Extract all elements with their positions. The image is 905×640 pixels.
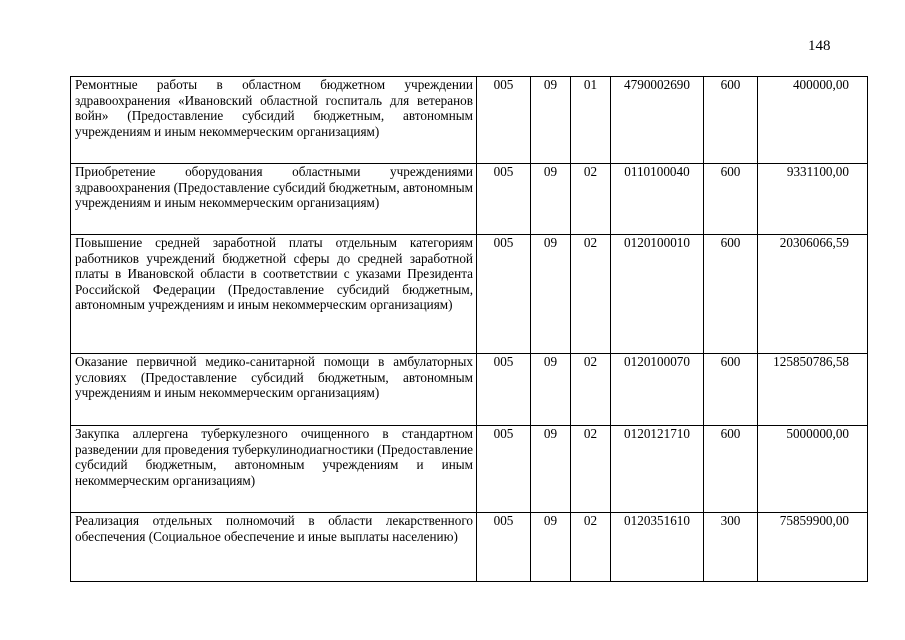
- row-subsection-code: 02: [571, 235, 611, 354]
- row-expense-type: 600: [704, 77, 758, 164]
- row-target-article: 0120100010: [611, 235, 704, 354]
- row-amount: 400000,00: [758, 77, 868, 164]
- row-subsection-code: 02: [571, 164, 611, 235]
- table-row: [71, 77, 868, 164]
- row-description: Закупка аллергена туберкулезного очищенного в стандартном разведении для проведения туберкулинодиагностики (Предоставление субсидий бюджетным, автономным учреждениям и иным некоммерческим организациям): [71, 426, 477, 513]
- row-section-code: 09: [531, 77, 571, 164]
- budget-table: [70, 76, 868, 582]
- table-row: [71, 426, 868, 513]
- row-description: Ремонтные работы в областном бюджетном учреждении здравоохранения «Ивановский областной госпиталь для ветеранов войн» (Предоставление субсидий бюджетным, автономным учреждениям и иным некоммерческим организациям): [71, 77, 477, 164]
- row-description: Реализация отдельных полномочий в области лекарственного обеспечения (Социальное обеспечение и иные выплаты населению): [71, 513, 477, 582]
- table-row: [71, 164, 868, 235]
- row-amount: 9331100,00: [758, 164, 868, 235]
- row-subsection-code: 01: [571, 77, 611, 164]
- row-ministry-code: 005: [477, 77, 531, 164]
- row-expense-type: 600: [704, 354, 758, 426]
- row-subsection-code: 02: [571, 513, 611, 582]
- row-subsection-code: 02: [571, 426, 611, 513]
- row-description: Приобретение оборудования областными учреждениями здравоохранения (Предоставление субсидий бюджетным, автономным учреждениям и иным некоммерческим организациям): [71, 164, 477, 235]
- row-ministry-code: 005: [477, 513, 531, 582]
- row-target-article: 0110100040: [611, 164, 704, 235]
- row-section-code: 09: [531, 164, 571, 235]
- row-ministry-code: 005: [477, 235, 531, 354]
- row-target-article: 0120100070: [611, 354, 704, 426]
- row-amount: 125850786,58: [758, 354, 868, 426]
- row-expense-type: 600: [704, 426, 758, 513]
- row-amount: 20306066,59: [758, 235, 868, 354]
- row-target-article: 0120121710: [611, 426, 704, 513]
- row-expense-type: 300: [704, 513, 758, 582]
- row-subsection-code: 02: [571, 354, 611, 426]
- row-ministry-code: 005: [477, 164, 531, 235]
- row-section-code: 09: [531, 513, 571, 582]
- table-row: [71, 513, 868, 582]
- row-ministry-code: 005: [477, 426, 531, 513]
- row-description: Повышение средней заработной платы отдельным категориям работников учреждений бюджетной сферы до средней заработной платы в Ивановской области в соответствии с указами Президента Российской Федерации (Предоставление субсидий бюджетным, автономным учреждениям и иным некоммерческим организациям): [71, 235, 477, 354]
- row-target-article: 4790002690: [611, 77, 704, 164]
- row-amount: 5000000,00: [758, 426, 868, 513]
- row-amount: 75859900,00: [758, 513, 868, 582]
- row-ministry-code: 005: [477, 354, 531, 426]
- row-target-article: 0120351610: [611, 513, 704, 582]
- row-section-code: 09: [531, 426, 571, 513]
- row-description: Оказание первичной медико-санитарной помощи в амбулаторных условиях (Предоставление субсидий бюджетным, автономным учреждениям и иным некоммерческим организациям): [71, 354, 477, 426]
- table-row: [71, 235, 868, 354]
- page-number: 148: [808, 38, 831, 54]
- row-expense-type: 600: [704, 164, 758, 235]
- row-section-code: 09: [531, 354, 571, 426]
- row-expense-type: 600: [704, 235, 758, 354]
- row-section-code: 09: [531, 235, 571, 354]
- table-row: [71, 354, 868, 426]
